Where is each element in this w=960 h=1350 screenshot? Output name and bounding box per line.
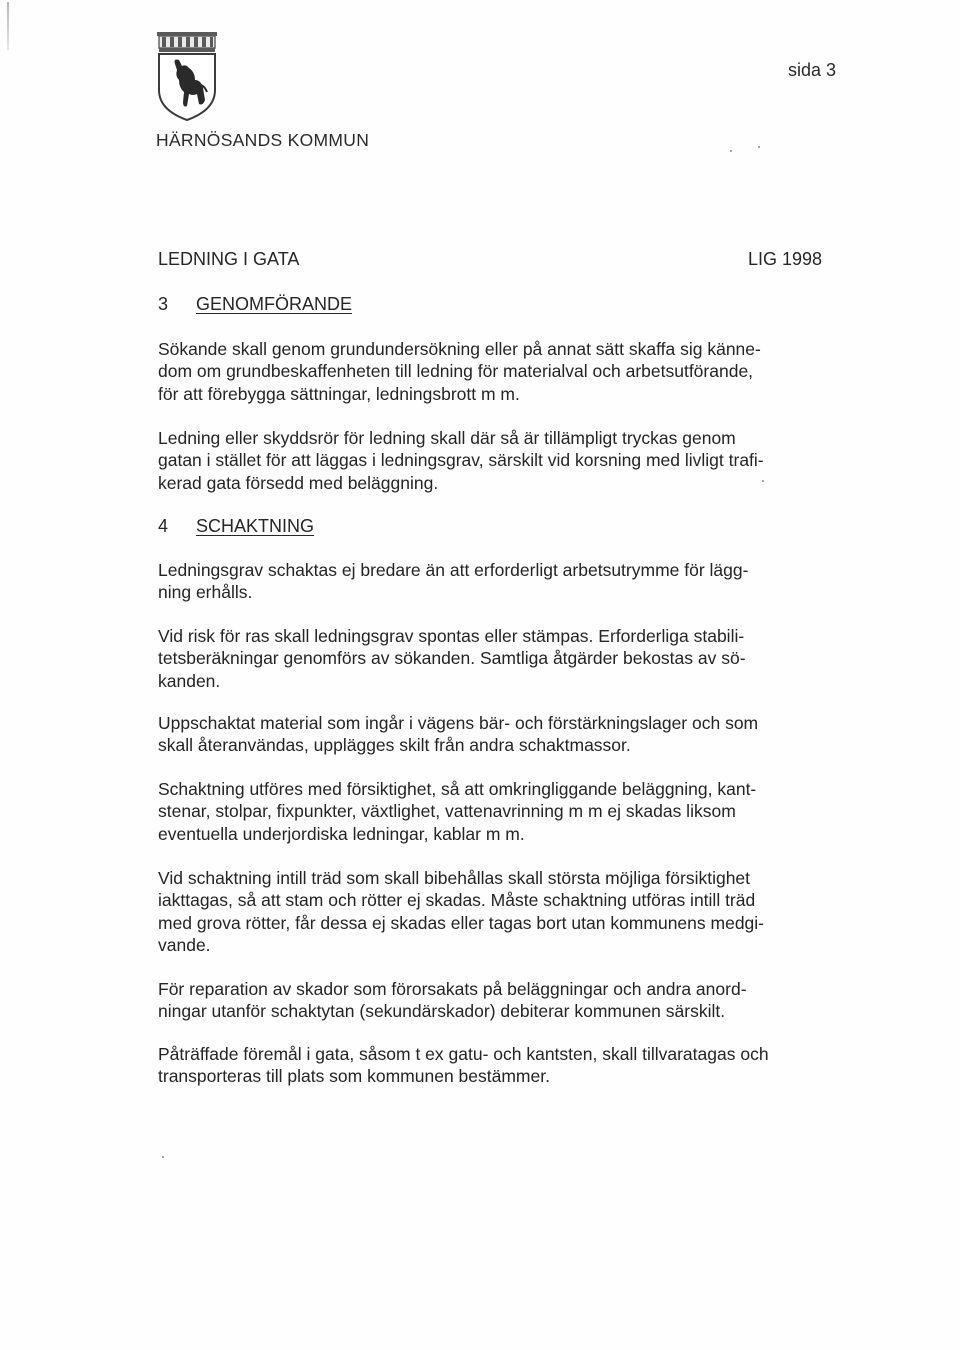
text-line: Sökande skall genom grundundersökning eller på annat sätt skaffa sig känne- (158, 339, 761, 359)
text-line: För reparation av skador som förorsakats på beläggningar och andra anord- (158, 979, 747, 999)
paragraph (158, 625, 838, 692)
text-line: gatan i stället för att läggas i ledningsgrav, särskilt vid korsning med livligt trafi- (158, 450, 764, 471)
text-line: Vid schaktning intill träd som skall bibehållas skall största möjliga försiktighet (158, 868, 751, 888)
section-title: GENOMFÖRANDE (196, 294, 353, 314)
coat-of-arms-icon (153, 30, 221, 122)
scan-speck (162, 1156, 164, 1158)
paragraph (158, 867, 838, 956)
text-line: kanden. (158, 670, 221, 691)
text-line: Vid risk för ras skall ledningsgrav spontas eller stämpas. Erforderliga stabili- (158, 626, 745, 646)
page-number: sida 3 (788, 60, 837, 80)
document-code: LIG 1998 (748, 249, 823, 269)
paragraph (158, 559, 838, 604)
text-line: vande. (158, 934, 211, 955)
section-number: 3 (158, 294, 169, 314)
text-line: eventuella underjordiska ledningar, kablar m m. (158, 823, 525, 844)
text-line: ning erhålls. (158, 582, 253, 603)
text-line: för att förebygga sättningar, ledningsbrott m m. (158, 383, 520, 404)
paragraph (158, 427, 838, 494)
text-line: stenar, stolpar, fixpunkter, växtlighet, vattenavrinning m m ej skadas liksom (158, 801, 736, 822)
text-line: dom om grundbeskaffenheten till ledning för materialval och arbetsutförande, (158, 361, 754, 382)
text-line: med grova rötter, får dessa ej skadas eller tagas bort utan kommunens medgi- (158, 912, 764, 933)
section-heading-genomforande (158, 294, 352, 315)
document-title: LEDNING I GATA (158, 249, 300, 269)
section-number: 4 (158, 516, 169, 536)
scan-edge-mark (7, 2, 9, 50)
text-line: tetsberäkningar genomförs av sökanden. Samtliga åtgärder bekostas av sö- (158, 648, 746, 669)
text-line: Schaktning utföres med försiktighet, så att omkringliggande beläggning, kant- (158, 779, 757, 799)
text-line: ningar utanför schaktytan (sekundärskador) debiterar kommunen särskilt. (158, 1001, 726, 1022)
text-line: iakttagas, så att stam och rötter ej skadas. Måste schaktning utföras intill träd (158, 890, 756, 911)
text-line: Uppschaktat material som ingår i vägens bär- och förstärkningslager och som (158, 713, 759, 733)
municipality-name: HÄRNÖSANDS KOMMUN (156, 130, 370, 150)
text-line: Ledningsgrav schaktas ej bredare än att erforderligt arbetsutrymme för lägg- (158, 560, 749, 580)
scan-speck (730, 150, 732, 152)
section-heading-schaktning (158, 516, 314, 537)
paragraph (158, 712, 838, 757)
text-line: kerad gata försedd med beläggning. (158, 472, 439, 493)
paragraph (158, 1043, 838, 1088)
scan-speck (758, 146, 760, 148)
paragraph (158, 338, 838, 405)
section-title: SCHAKTNING (196, 516, 315, 536)
paragraph (158, 978, 838, 1023)
text-line: transporteras till plats som kommunen bestämmer. (158, 1066, 550, 1087)
paragraph (158, 778, 838, 845)
text-line: Påträffade föremål i gata, såsom t ex gatu- och kantsten, skall tillvaratagas och (158, 1044, 769, 1064)
text-line: Ledning eller skyddsrör för ledning skall där så är tillämpligt tryckas genom (158, 428, 736, 448)
text-line: skall återanvändas, upplägges skilt från andra schaktmassor. (158, 735, 631, 756)
